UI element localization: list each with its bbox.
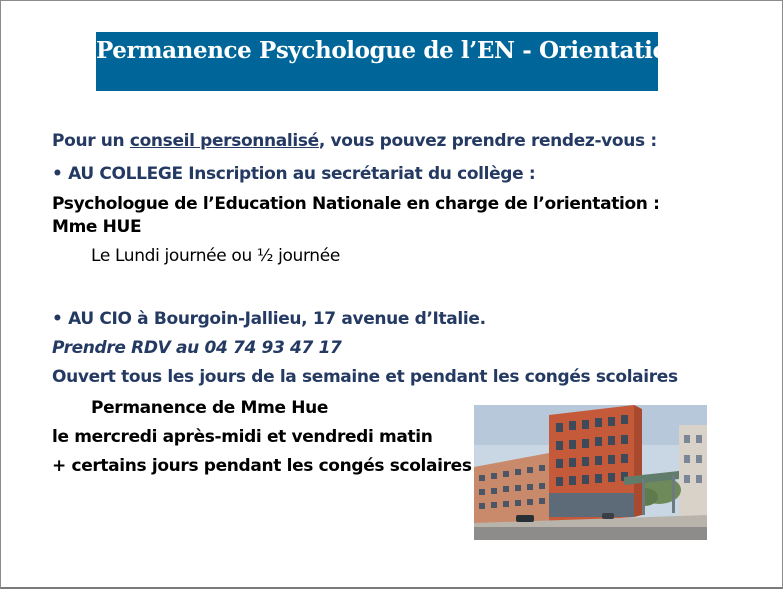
cio-permanence: Permanence de Mme Hue (91, 398, 329, 418)
cio-rdv-phone: Prendre RDV au 04 74 93 47 17 (52, 338, 342, 358)
college-role-line2: Mme HUE (52, 217, 142, 237)
college-heading (52, 164, 535, 184)
cio-extra: + certains jours pendant les congés scolaires (52, 456, 472, 476)
bullet-icon: • (52, 164, 63, 184)
title-banner (96, 32, 684, 91)
intro-suffix: , vous pouvez prendre rendez-vous : (318, 131, 657, 151)
cio-days: le mercredi après-midi et vendredi matin (52, 427, 433, 447)
college-role-line1: Psychologue de l’Education Nationale en charge de l’orientation : (52, 194, 660, 214)
intro-line (52, 131, 657, 151)
college-schedule: Le Lundi journée ou ½ journée (91, 246, 340, 266)
intro-link: conseil personnalisé (129, 131, 319, 151)
page-title: Permanence Psychologue de l’EN - Orientation (96, 37, 684, 64)
cio-heading-text: AU CIO à Bourgoin-Jallieu, 17 avenue d’Italie. (68, 309, 486, 329)
college-heading-text: AU COLLEGE Inscription au secrétariat du collège : (68, 164, 536, 184)
cio-building-photo (474, 405, 707, 540)
intro-prefix: Pour un (52, 131, 130, 151)
bullet-icon: • (52, 309, 63, 329)
cio-opening: Ouvert tous les jours de la semaine et pendant les congés scolaires (52, 367, 678, 387)
cio-heading (52, 309, 486, 329)
